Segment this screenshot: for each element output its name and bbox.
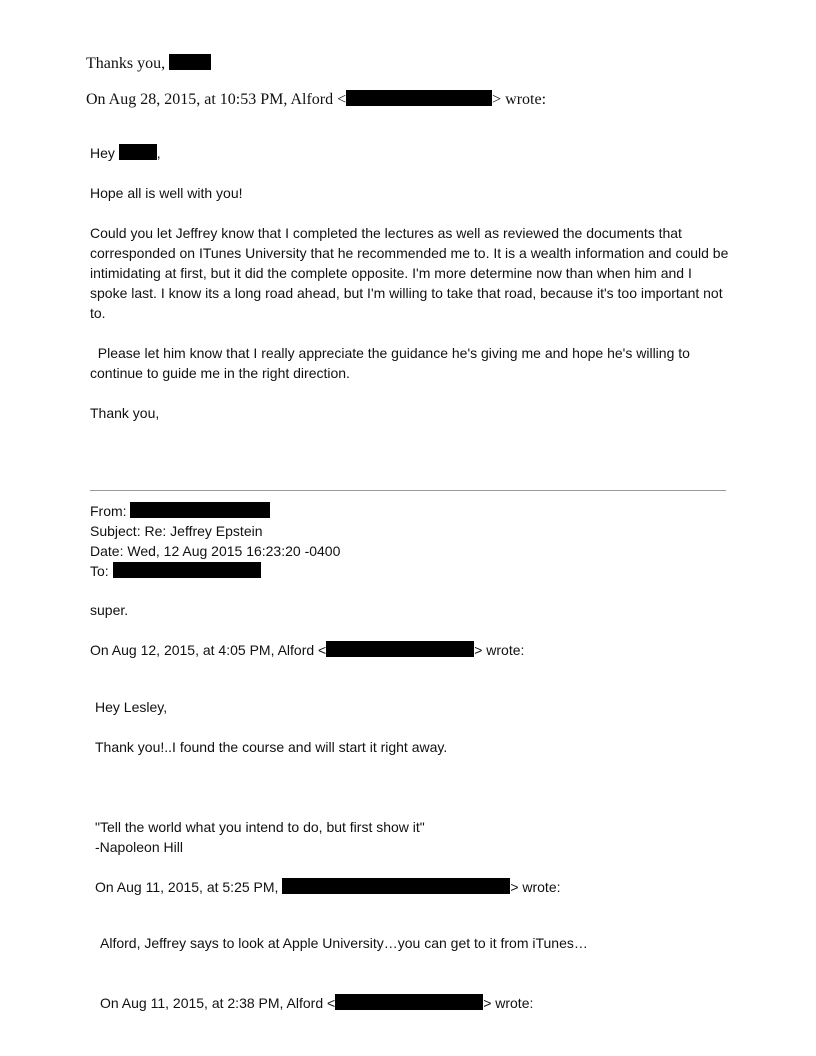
greeting-line: [90, 143, 161, 163]
reply-header-prefix: On Aug 11, 2015, at 5:25 PM,: [95, 879, 279, 895]
hope-line: Hope all is well with you!: [90, 185, 243, 201]
to-label: To:: [90, 563, 109, 579]
redacted-email: [346, 90, 492, 106]
reply-header-aug11-238: [100, 993, 533, 1013]
redacted-email: [335, 994, 483, 1010]
reply-header-suffix: > wrote:: [510, 879, 561, 895]
from-label: From:: [90, 503, 127, 519]
redacted-recipient: [113, 562, 261, 578]
reply-header-prefix: On Aug 12, 2015, at 4:05 PM, Alford <: [90, 642, 327, 658]
redacted-name: [169, 54, 211, 70]
to-line: [90, 561, 261, 581]
header-divider: [90, 490, 726, 491]
reply-header-suffix: > wrote:: [492, 91, 547, 108]
reply-header-suffix: > wrote:: [483, 995, 534, 1011]
redacted-sender: [130, 502, 270, 518]
thanks-line: [86, 54, 211, 74]
subject-line: Subject: Re: Jeffrey Epstein: [90, 523, 263, 539]
apple-university-line: Alford, Jeffrey says to look at Apple University…you can get to it from iTunes…: [100, 935, 588, 951]
body-paragraph-2: Please let him know that I really appreciate the guidance he's giving me and hope he's willing to continue to guide me in the right direction.: [90, 345, 694, 381]
redacted-email: [326, 641, 474, 657]
reply-header-suffix: > wrote:: [474, 642, 525, 658]
reply-header-aug28: [86, 90, 546, 110]
redacted-name: [119, 144, 157, 160]
reply-header-prefix: On Aug 11, 2015, at 2:38 PM, Alford <: [100, 995, 336, 1011]
super-line: super.: [90, 602, 129, 618]
body-paragraph-1: Could you let Jeffrey know that I completed the lectures as well as reviewed the documents that corresponded on ITunes University that he recommended me to. It is a wealth information and could be intimidating at first, but it did the complete opposite. I'm more determine now than when him and I spoke last. I know its a long road ahead, but I'm willing to take that road, because it's too important not to.: [90, 225, 729, 321]
date-line: Date: Wed, 12 Aug 2015 16:23:20 -0400: [90, 543, 341, 559]
signoff-line: Thank you,: [90, 405, 160, 421]
thanks-course-line: Thank you!..I found the course and will start it right away.: [95, 739, 448, 755]
quote-author: -Napoleon Hill: [95, 839, 183, 855]
reply-header-prefix: On Aug 28, 2015, at 10:53 PM, Alford <: [86, 91, 347, 108]
thanks-text: Thanks you,: [86, 55, 166, 72]
quote-line: "Tell the world what you intend to do, but first show it": [95, 819, 425, 835]
redacted-sender: [282, 878, 510, 894]
from-line: [90, 501, 270, 521]
greeting-text: Hey: [90, 145, 115, 161]
reply-header-aug12: [90, 640, 524, 660]
reply-header-aug11-525: [95, 877, 561, 897]
greeting-comma: ,: [156, 145, 161, 161]
greeting-lesley: Hey Lesley,: [95, 699, 168, 715]
